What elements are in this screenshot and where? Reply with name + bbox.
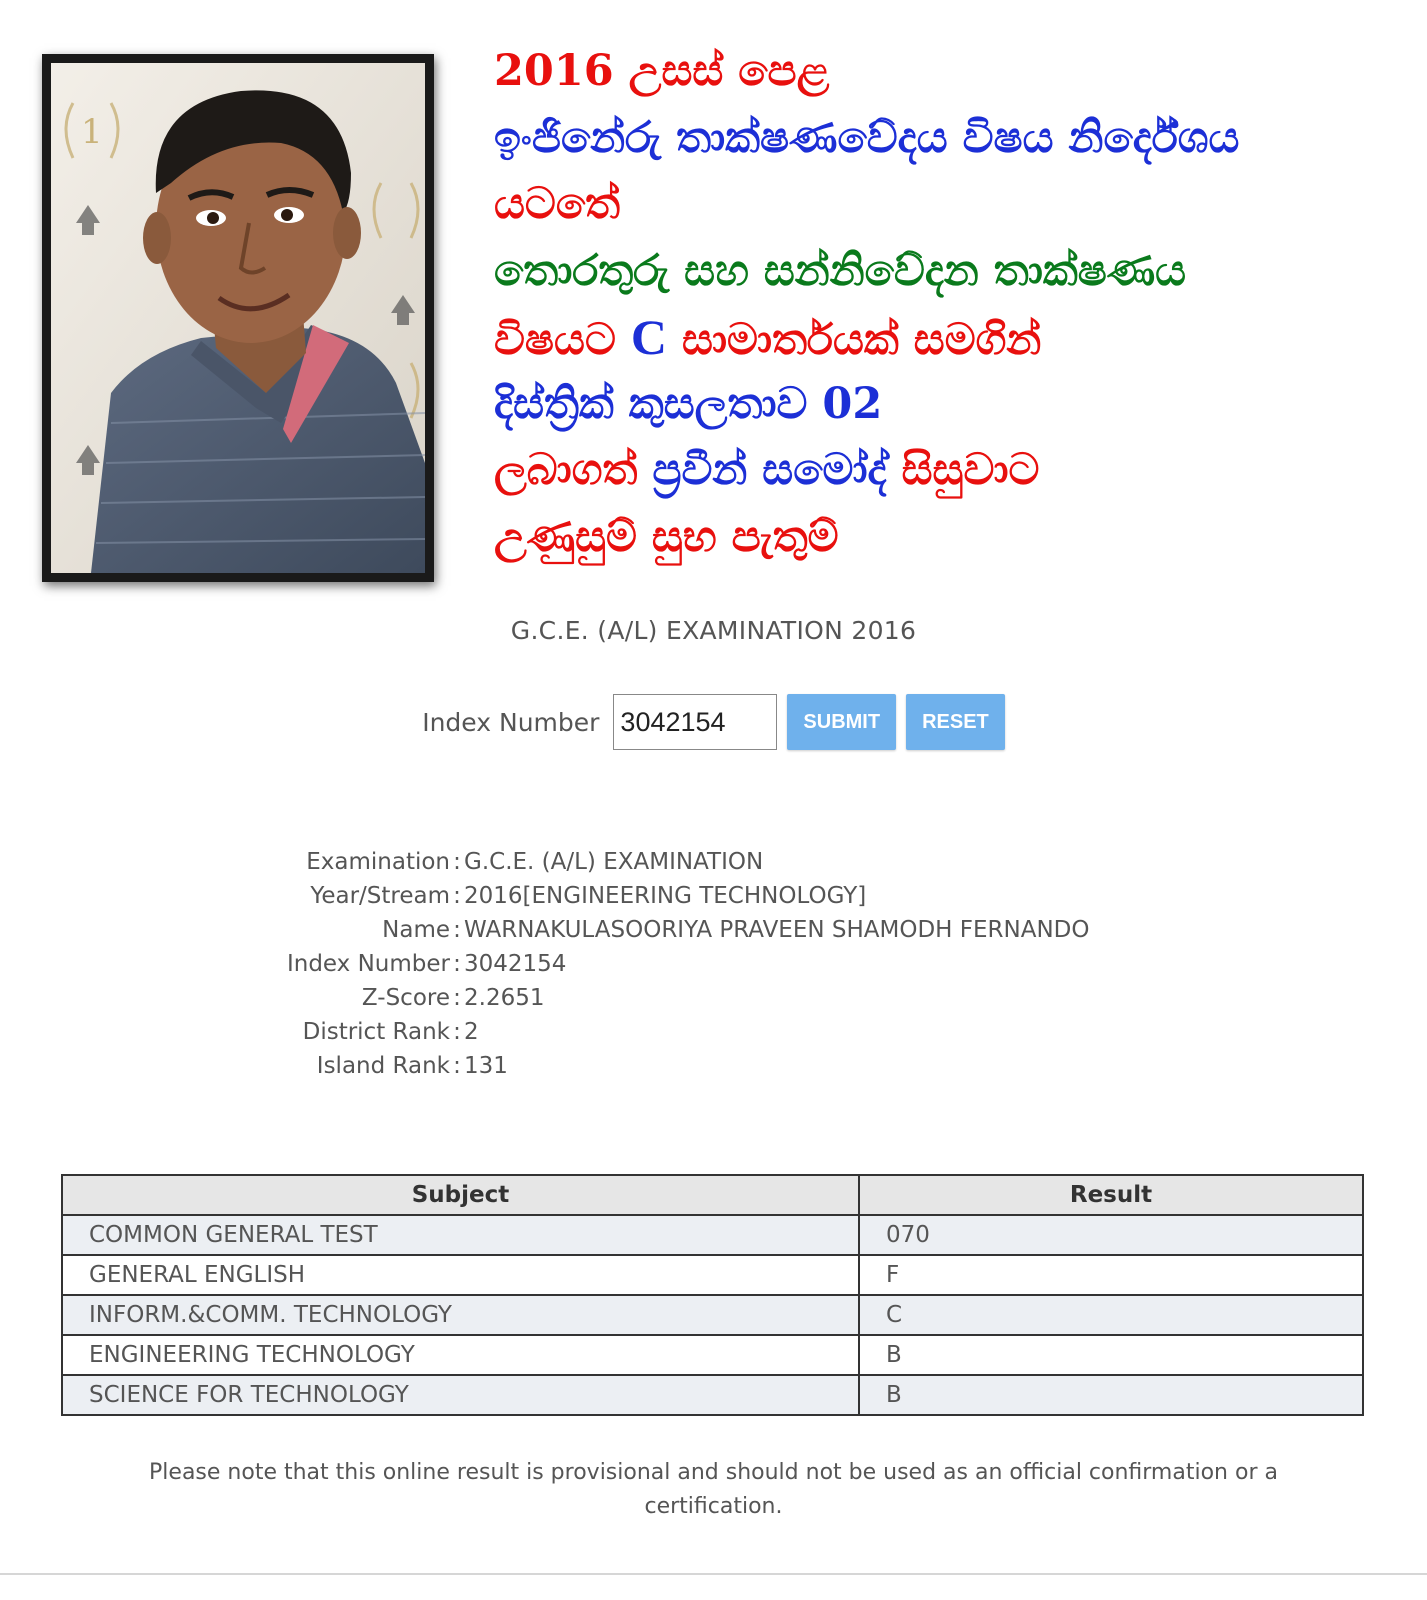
grade-highlight: C [630, 309, 667, 365]
reset-button[interactable]: RESET [906, 694, 1005, 750]
subject-cell: GENERAL ENGLISH [62, 1255, 859, 1295]
table-row [62, 1255, 1363, 1295]
result-cell: F [859, 1255, 1363, 1295]
result-cell: B [859, 1335, 1363, 1375]
info-value: WARNAKULASOORIYA PRAVEEN SHAMODH FERNANDO [464, 917, 1090, 943]
info-row-index-number [0, 947, 1427, 981]
table-row [62, 1375, 1363, 1415]
index-number-input[interactable] [613, 694, 777, 750]
info-separator: : [453, 1053, 461, 1079]
info-separator: : [453, 849, 461, 875]
table-row [62, 1335, 1363, 1375]
index-search-form [0, 694, 1427, 750]
congratulation-banner [494, 40, 1394, 572]
banner-line-2: ඉංජිනේරු තාක්ෂණවේදය විෂය නිර්දේශය [494, 112, 1240, 163]
info-row-district-rank [0, 1015, 1427, 1049]
info-separator: : [453, 985, 461, 1011]
table-row [62, 1215, 1363, 1255]
banner-line-4: තොරතුරු සහ සන්නිවේදන තාක්ෂණය [494, 245, 1187, 296]
info-value: G.C.E. (A/L) EXAMINATION [464, 849, 764, 875]
info-label: Island Rank [316, 1053, 450, 1079]
student-name-sinhala: ප්‍රවීන් සමෝද් [652, 445, 887, 495]
info-label: Z-Score [361, 985, 450, 1011]
result-cell: 070 [859, 1215, 1363, 1255]
info-row-island-rank [0, 1049, 1427, 1083]
info-label: Examination [306, 849, 450, 875]
info-value: 2.2651 [464, 985, 545, 1011]
info-separator: : [453, 1019, 461, 1045]
candidate-info [0, 845, 1427, 1083]
info-separator: : [453, 883, 461, 909]
info-label: Year/Stream [310, 883, 450, 909]
table-header-row [62, 1175, 1363, 1215]
subject-cell: INFORM.&COMM. TECHNOLOGY [62, 1295, 859, 1335]
info-value: 2 [464, 1019, 479, 1045]
info-row-year-stream [0, 879, 1427, 913]
banner-line-1: 2016 උසස් පෙළ [494, 46, 830, 96]
banner-line-3: යටතේ [494, 179, 621, 229]
subject-cell: COMMON GENERAL TEST [62, 1215, 859, 1255]
svg-text:1: 1 [81, 112, 103, 152]
info-label: Name [382, 917, 450, 943]
subject-column-header: Subject [62, 1175, 859, 1215]
info-value: 3042154 [464, 951, 567, 977]
table-row [62, 1295, 1363, 1335]
result-column-header: Result [859, 1175, 1363, 1215]
info-label: District Rank [302, 1019, 450, 1045]
exam-title: G.C.E. (A/L) EXAMINATION 2016 [510, 616, 917, 645]
subject-cell: ENGINEERING TECHNOLOGY [62, 1335, 859, 1375]
banner-line-8: උණුසුම් සුභ පැතුම් [494, 511, 839, 562]
result-cell: C [859, 1295, 1363, 1335]
info-separator: : [453, 917, 461, 943]
result-cell: B [859, 1375, 1363, 1415]
subject-cell: SCIENCE FOR TECHNOLOGY [62, 1375, 859, 1415]
student-portrait-icon [51, 63, 425, 573]
results-table [61, 1174, 1364, 1416]
info-label: Index Number [286, 951, 450, 977]
banner-line-6: දිස්ත්‍රික් කුසලතාව 02 [494, 378, 883, 429]
bottom-divider [0, 1573, 1427, 1575]
info-row-examination [0, 845, 1427, 879]
info-separator: : [453, 951, 461, 977]
provisional-disclaimer: Please note that this online result is provisional and should not be used as an official confirmation or a certification. [149, 1460, 1278, 1519]
submit-button[interactable]: SUBMIT [787, 694, 896, 750]
banner-line-5: විෂයට C සාමාර්තයක් සමගින් [494, 309, 1042, 365]
info-value: 2016[ENGINEERING TECHNOLOGY] [464, 883, 867, 909]
index-number-label: Index Number [422, 707, 600, 737]
student-photo [42, 54, 434, 582]
info-value: 131 [464, 1053, 508, 1079]
banner-line-7: ලබාගත් ප්‍රවීන් සමෝද් සිසුවාට [494, 445, 1040, 495]
info-row-z-score [0, 981, 1427, 1015]
info-row-name [0, 913, 1427, 947]
